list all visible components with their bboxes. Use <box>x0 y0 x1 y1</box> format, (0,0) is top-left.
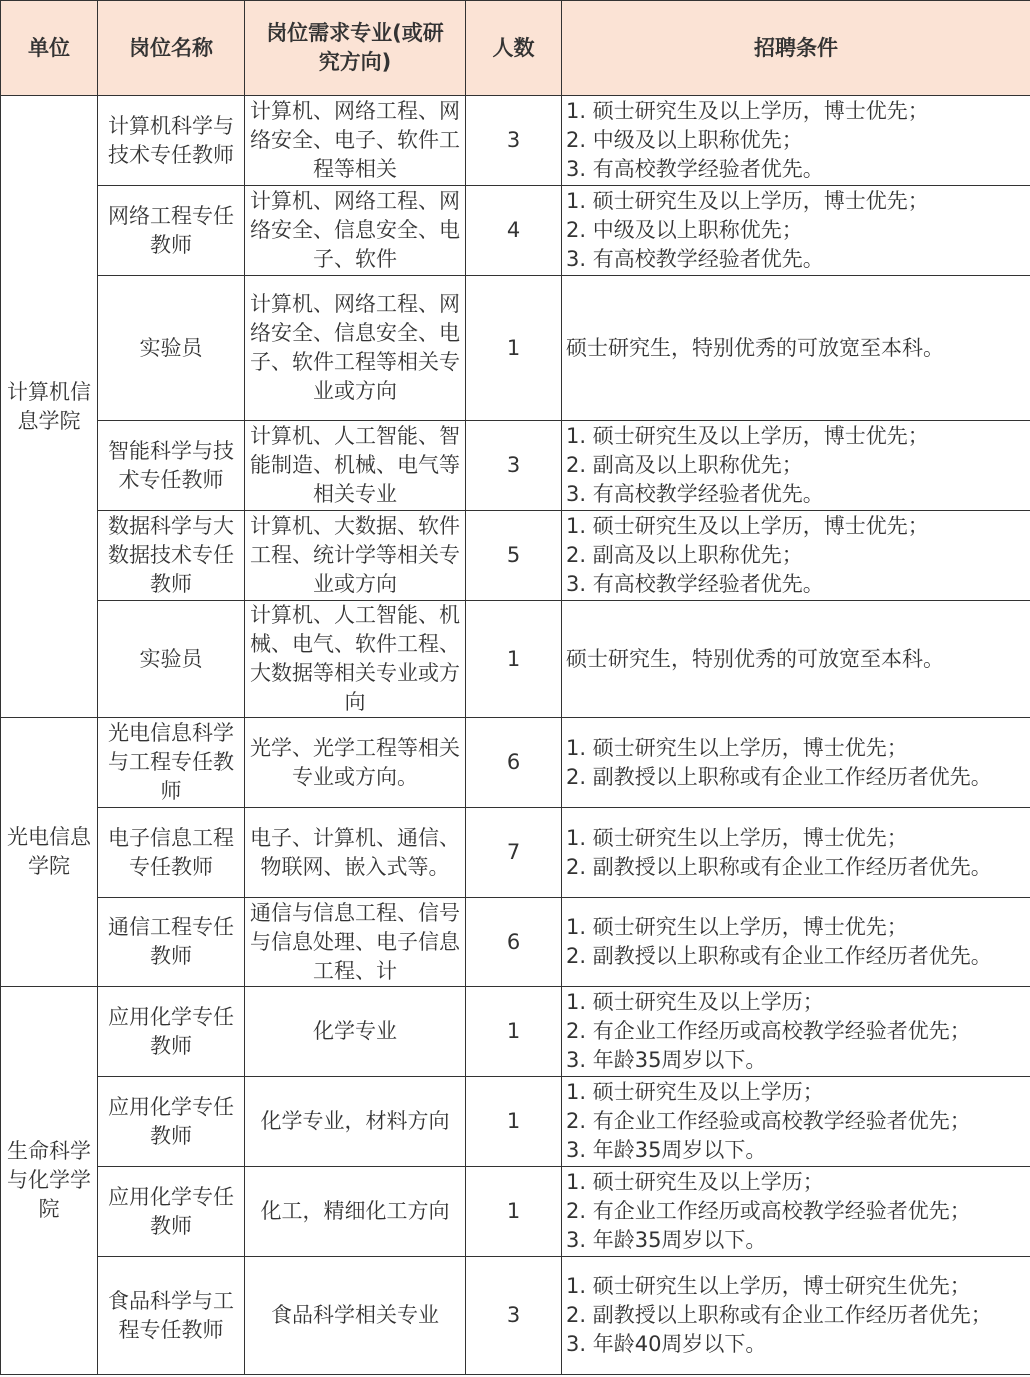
count-cell: 1 <box>466 601 562 718</box>
condition-line: 2. 副教授以上职称或有企业工作经历者优先。 <box>566 854 992 879</box>
post-cell: 食品科学与工程专任教师 <box>98 1257 245 1375</box>
unit-cell: 光电信息学院 <box>1 718 98 987</box>
unit-cell: 生命科学与化学学院 <box>1 987 98 1375</box>
table-row <box>1 808 1030 898</box>
post-cell: 电子信息工程专任教师 <box>98 808 245 898</box>
major-text: 计算机、网络工程、网络安全、信息安全、电子、软件 <box>250 189 460 271</box>
post-cell: 应用化学专任教师 <box>98 1077 245 1167</box>
post-cell: 实验员 <box>98 601 245 718</box>
conditions-cell <box>562 808 1030 898</box>
condition-line: 1. 硕士研究生以上学历，博士优先； <box>566 735 908 760</box>
condition-line: 2. 中级及以上职称优先； <box>566 128 803 152</box>
count-cell: 3 <box>466 1257 562 1375</box>
table-row <box>1 718 1030 808</box>
condition-line: 1. 硕士研究生以上学历，博士优先； <box>566 915 908 939</box>
condition-line: 3. 有高校教学经验者优先。 <box>566 572 824 596</box>
conditions-cell <box>562 511 1030 601</box>
major-cell: 计算机、网络工程、网络安全、信息安全、电子、软件工程等相关专业或方向 <box>245 276 466 421</box>
major-cell: 化工，精细化工方向 <box>245 1167 466 1257</box>
table-row <box>1 1167 1030 1257</box>
condition-line: 1. 硕士研究生以上学历，博士研究生优先； <box>566 1274 971 1298</box>
major-cell <box>245 511 466 601</box>
post-cell: 实验员 <box>98 276 245 421</box>
major-cell <box>245 96 466 186</box>
count-cell: 6 <box>466 898 562 987</box>
conditions-cell <box>562 987 1030 1077</box>
condition-line: 3. 年龄35周岁以下。 <box>566 1138 767 1162</box>
post-cell: 计算机科学与技术专任教师 <box>98 96 245 186</box>
condition-line: 3. 有高校教学经验者优先。 <box>566 247 824 271</box>
conditions-cell <box>562 718 1030 808</box>
post-cell: 光电信息科学与工程专任教师 <box>98 718 245 808</box>
unit-cell: 计算机信息学院 <box>1 96 98 718</box>
condition-line: 2. 副高及以上职称优先； <box>566 453 803 477</box>
count-cell: 3 <box>466 421 562 511</box>
count-cell: 7 <box>466 808 562 898</box>
condition-line: 2. 有企业工作经验或高校教学经验者优先； <box>566 1109 971 1133</box>
major-text: 通信与信息工程、信号与信息处理、电子信息工程、计 <box>250 900 460 983</box>
condition-line: 2. 副教授以上职称或有企业工作经历者优先； <box>566 1303 992 1327</box>
count-cell: 5 <box>466 511 562 601</box>
condition-line: 2. 中级及以上职称优先； <box>566 218 803 242</box>
condition-line: 1. 硕士研究生及以上学历，博士优先； <box>566 424 929 448</box>
header-row <box>1 1 1030 96</box>
post-cell: 智能科学与技术专任教师 <box>98 421 245 511</box>
count-cell: 6 <box>466 718 562 808</box>
condition-line: 1. 硕士研究生及以上学历，博士优先； <box>566 99 929 123</box>
major-cell: 化学专业 <box>245 987 466 1077</box>
major-cell: 计算机、人工智能、机械、电气、软件工程、大数据等相关专业或方向 <box>245 601 466 718</box>
count-cell: 1 <box>466 1167 562 1257</box>
condition-line: 2. 副教授以上职称或有企业工作经历者优先。 <box>566 764 992 789</box>
post-cell: 应用化学专任教师 <box>98 987 245 1077</box>
condition-line: 2. 有企业工作经历或高校教学经验者优先； <box>566 1019 971 1043</box>
major-text: 计算机、大数据、软件工程、统计学等相关专业或方向 <box>250 514 460 596</box>
condition-line: 2. 副高及以上职称优先； <box>566 543 803 567</box>
conditions-cell <box>562 1167 1030 1257</box>
major-cell <box>245 186 466 276</box>
condition-line: 2. 有企业工作经历或高校教学经验者优先； <box>566 1199 971 1223</box>
condition-line: 1. 硕士研究生以上学历，博士优先； <box>566 825 908 850</box>
post-cell: 应用化学专任教师 <box>98 1167 245 1257</box>
conditions-cell <box>562 186 1030 276</box>
conditions-cell <box>562 1257 1030 1375</box>
post-cell: 网络工程专任教师 <box>98 186 245 276</box>
condition-line: 3. 年龄35周岁以下。 <box>566 1048 767 1072</box>
table-row <box>1 186 1030 276</box>
post-cell: 通信工程专任教师 <box>98 898 245 987</box>
conditions-cell <box>562 898 1030 987</box>
header-unit: 单位 <box>1 1 98 96</box>
condition-line: 2. 副教授以上职称或有企业工作经历者优先。 <box>566 944 992 968</box>
condition-line: 3. 年龄40周岁以下。 <box>566 1332 767 1356</box>
count-cell: 1 <box>466 987 562 1077</box>
major-cell <box>245 421 466 511</box>
conditions-cell <box>562 1077 1030 1167</box>
condition-line: 3. 有高校教学经验者优先。 <box>566 482 824 506</box>
major-cell: 电子、计算机、通信、物联网、嵌入式等。 <box>245 808 466 898</box>
condition-line: 硕士研究生，特别优秀的可放宽至本科。 <box>566 646 944 671</box>
major-cell: 光学、光学工程等相关专业或方向。 <box>245 718 466 808</box>
table-row <box>1 421 1030 511</box>
condition-line: 1. 硕士研究生及以上学历，博士优先； <box>566 189 929 213</box>
table-row <box>1 898 1030 987</box>
count-cell: 1 <box>466 276 562 421</box>
header-count: 人数 <box>466 1 562 96</box>
conditions-cell <box>562 421 1030 511</box>
conditions-cell <box>562 601 1030 718</box>
major-cell: 食品科学相关专业 <box>245 1257 466 1375</box>
count-cell: 1 <box>466 1077 562 1167</box>
conditions-cell <box>562 96 1030 186</box>
header-conditions: 招聘条件 <box>562 1 1030 96</box>
post-cell: 数据科学与大数据技术专任教师 <box>98 511 245 601</box>
header-post: 岗位名称 <box>98 1 245 96</box>
table-row <box>1 601 1030 718</box>
header-major: 岗位需求专业(或研究方向) <box>245 1 466 96</box>
condition-line: 1. 硕士研究生及以上学历； <box>566 1170 824 1194</box>
major-text: 计算机、网络工程、网络安全、电子、软件工程等相关 <box>250 99 460 181</box>
major-cell: 化学专业，材料方向 <box>245 1077 466 1167</box>
major-cell <box>245 898 466 987</box>
table-row <box>1 511 1030 601</box>
count-cell: 3 <box>466 96 562 186</box>
table-row <box>1 987 1030 1077</box>
condition-line: 1. 硕士研究生及以上学历； <box>566 1080 824 1104</box>
table-row <box>1 1257 1030 1375</box>
table-row <box>1 276 1030 421</box>
table-row <box>1 96 1030 186</box>
condition-line: 1. 硕士研究生及以上学历，博士优先； <box>566 514 929 538</box>
condition-line: 3. 有高校教学经验者优先。 <box>566 157 824 181</box>
count-cell: 4 <box>466 186 562 276</box>
condition-line: 1. 硕士研究生及以上学历； <box>566 990 824 1014</box>
major-text: 计算机、人工智能、智能制造、机械、电气等相关专业 <box>250 424 460 506</box>
condition-line: 3. 年龄35周岁以下。 <box>566 1228 767 1252</box>
conditions-cell <box>562 276 1030 421</box>
table-row <box>1 1077 1030 1167</box>
condition-line: 硕士研究生，特别优秀的可放宽至本科。 <box>566 335 944 360</box>
